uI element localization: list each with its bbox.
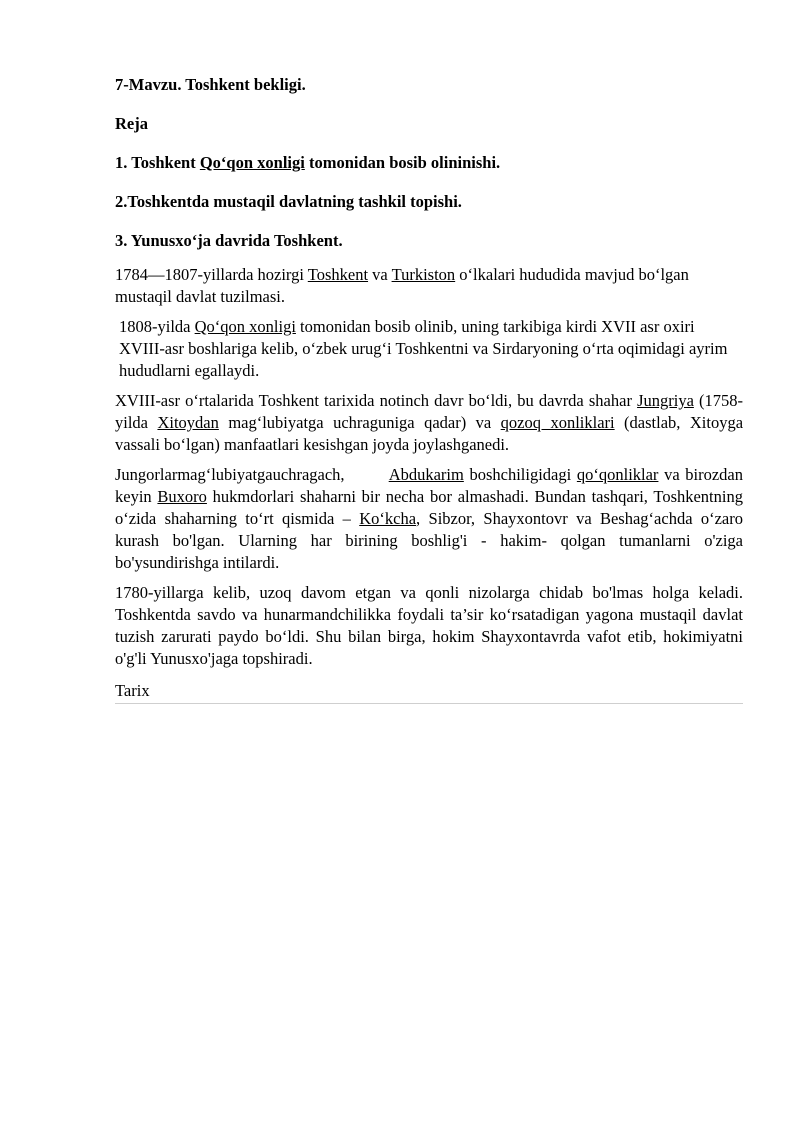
category-footer — [115, 680, 743, 704]
kokcha-link[interactable]: Ko‘kcha — [359, 509, 417, 528]
paragraph-3-text-c: mag‘lubiyatga uchraguniga qadar) va — [218, 413, 501, 432]
buxoro-link[interactable]: Buxoro — [157, 487, 207, 506]
plan-item-1 — [115, 152, 743, 174]
qozoq-xonliklari-link[interactable]: qozoq xonliklari — [500, 413, 615, 432]
qoqonliklar-link[interactable]: qo‘qonliklar — [576, 465, 659, 484]
paragraph-3-text-a: XVIII-asr o‘rtalarida Toshkent tarixida notinch davr bo‘ldi, bu davrda shahar — [115, 391, 638, 410]
paragraph-1-text-a: 1784—1807-yillarda hozirgi — [115, 265, 308, 284]
paragraph-2 — [115, 316, 743, 382]
plan-item-3: 3. Yunusxo‘ja davrida Toshkent. — [115, 231, 343, 250]
paragraph-4-text-d: hukmdorlari shaharni bir necha bor almashadi. Bundan tashqari, Toshkentning o‘zida shaharning to‘rt qismida – — [115, 487, 743, 528]
paragraph-1-text-c: o‘lkalari hududida mavjud bo‘lgan mustaqil davlat tuzilmasi. — [115, 265, 689, 306]
paragraph-4-text-a: Jungorlarmag‘lubiyatgauchragach, — [115, 465, 389, 484]
plan-item-1-post: tomonidan bosib olininishi. — [304, 153, 501, 172]
paragraph-3 — [115, 390, 743, 456]
plan-item-1-pre: 1. Toshkent — [115, 153, 200, 172]
qoqon-xonligi-link-2[interactable]: Qo‘qon xonligi — [194, 317, 296, 336]
paragraph-4-text-c: va birozdan keyin — [115, 465, 743, 506]
document-title: 7-Mavzu. Toshkent bekligi. — [115, 75, 306, 94]
paragraph-4-text-b: boshchiligidagi — [463, 465, 577, 484]
category-label[interactable]: Tarix — [115, 681, 150, 700]
paragraph-1 — [115, 264, 743, 308]
plan-heading: Reja — [115, 114, 148, 133]
paragraph-3-text-d: (dastlab, Xitoyga vassali bo‘lgan) manfaatlari kesishgan joyda joylashganedi. — [115, 413, 744, 454]
paragraph-4-text-f: o‘zaro kurash bo'lgan. Ularning har birining boshlig'i - hakim- qolgan tumanlarni o'ziga bo'ysundirishga intilardi. — [115, 509, 743, 572]
xitoydan-link[interactable]: Xitoydan — [157, 413, 219, 432]
paragraph-2-text-b: tomonidan bosib olinib, uning tarkibiga kirdi XVII asr oxiri XVIII-asr boshlariga kelib, oʻzbek urugʻi Toshkentni va Sirdaryoning oʻrta oqimidagi ayrim hududlarni egallaydi. — [119, 317, 728, 380]
plan-item-2: 2.Toshkentda mustaqil davlatning tashkil topishi. — [115, 192, 462, 211]
abdukarim-link[interactable]: Abdukarim — [388, 465, 464, 484]
jungriya-link[interactable]: Jungriya — [637, 391, 694, 410]
paragraph-1-text-b: va — [368, 265, 392, 284]
turkiston-link[interactable]: Turkiston — [391, 265, 456, 284]
paragraph-2-text-a: 1808-yilda — [119, 317, 195, 336]
toshkent-link[interactable]: Toshkent — [307, 265, 369, 284]
paragraph-3-text-b: (1758-yilda — [115, 391, 743, 432]
paragraph-5: 1780-yillarga kelib, uzoq davom etgan va qonli nizolarga chidab bo'lmas holga keladi. Toshkentda savdo va hunarmandchilikka foydali ta’sir ko‘rsatadigan yagona mustaqil davlat tuzish zarurati paydo bo‘ldi. Shu bilan birga, hokim Shayxontavrda vafot etib, hokimiyatni o'g'li Yunusxo'jaga topshiradi. — [115, 583, 743, 668]
qoqon-xonligi-link[interactable]: Qo‘qon xonligi — [199, 153, 305, 172]
paragraph-4 — [115, 464, 743, 574]
document-page — [115, 74, 743, 704]
paragraph-4-text-e: , Sibzor, Shayxontovr va Beshag‘achda — [416, 509, 701, 528]
